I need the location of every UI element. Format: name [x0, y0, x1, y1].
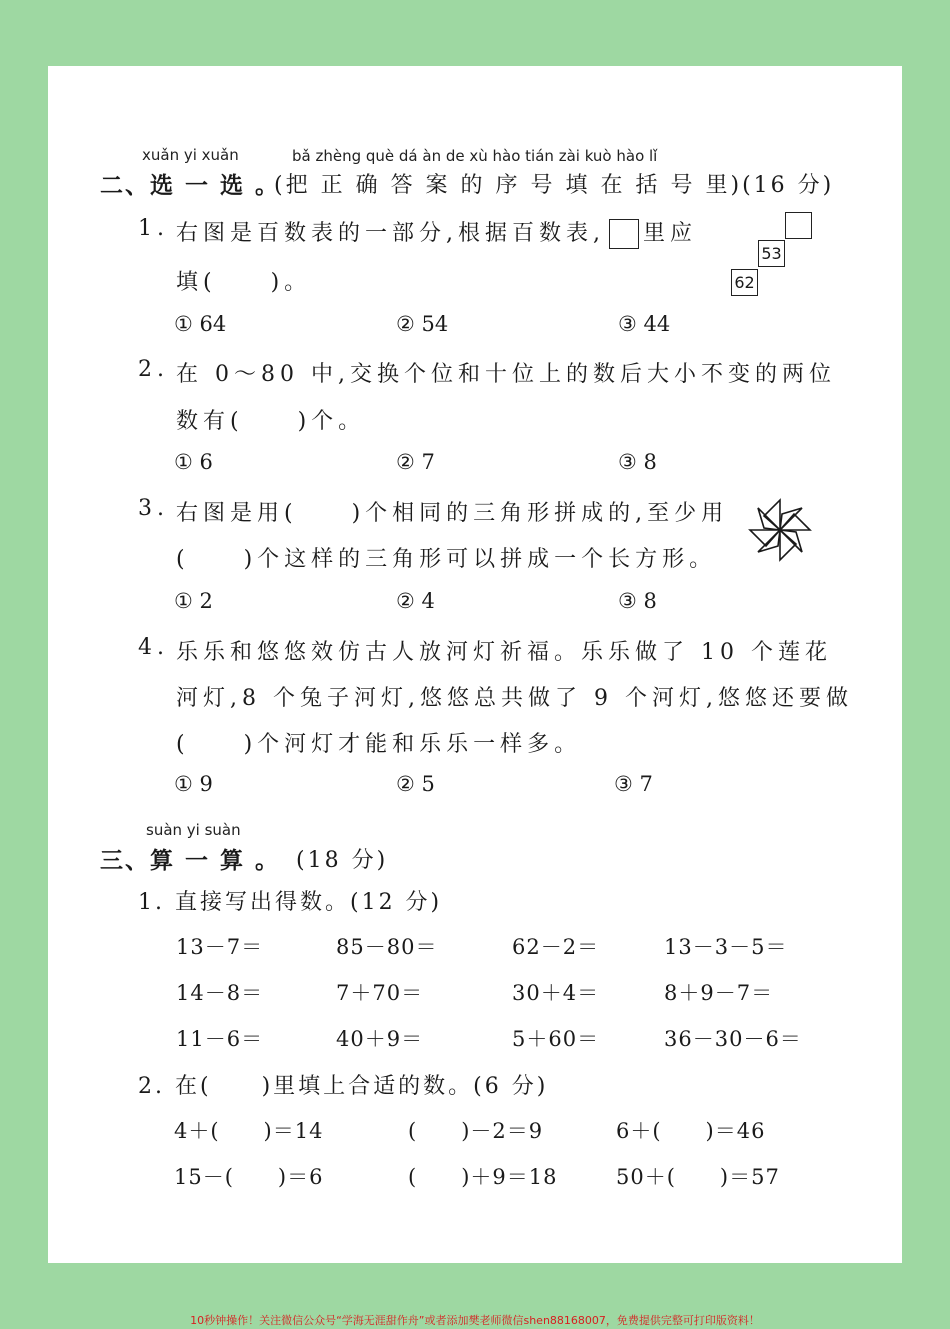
question-4-line2: 河灯,8 个兔子河灯,悠悠总共做了 9 个河灯,悠悠还要做	[176, 686, 853, 711]
calc-r2-c4: 8＋9－7＝	[664, 981, 774, 1005]
q1-option-2: ② 54	[396, 312, 449, 336]
footer-promo-text: 10秒钟操作！关注微信公众号“学海无涯甜作舟”或者添加樊老师微信shen88168007，免费提供完整可打印版资料！	[190, 1314, 760, 1327]
calc-r3-c1: 11－6＝	[176, 1027, 264, 1051]
calc-r3-c2: 40＋9＝	[336, 1027, 424, 1051]
question-1-text-b: 里应	[643, 221, 698, 246]
section2-note-pinyin: bǎ zhèng què dá àn de xù hào tián zài kuò hào lǐ	[292, 147, 658, 165]
section2-title-pinyin: xuǎn yi xuǎn	[142, 146, 239, 164]
q2-option-1: ① 6	[174, 450, 213, 474]
calc-r1-c4: 13－3－5＝	[664, 935, 788, 959]
calc-r1-c1: 13－7＝	[176, 935, 264, 959]
calc-r1-c2: 85－80＝	[336, 935, 438, 959]
q3-option-1: ① 2	[174, 589, 213, 613]
fill-r1-c3: 6＋( )＝46	[616, 1119, 766, 1143]
q1-option-1: ① 64	[174, 312, 227, 336]
question-3-number: 3.	[138, 496, 169, 521]
q2-option-2: ② 7	[396, 450, 435, 474]
section3-title-pinyin: suàn yi suàn	[146, 821, 241, 839]
fill-r1-c1: 4＋( )＝14	[174, 1119, 324, 1143]
question-1-line2: 填( )。	[176, 270, 312, 295]
fill-r2-c2: ( )＋9＝18	[408, 1165, 558, 1189]
question-4-line1: 乐乐和悠悠效仿古人放河灯祈福。乐乐做了 10 个莲花	[176, 640, 832, 665]
question-2-line1: 在 0～80 中,交换个位和十位上的数后大小不变的两位	[176, 362, 836, 387]
fill-r1-c2: ( )－2＝9	[408, 1119, 544, 1143]
answer-box-icon	[609, 219, 639, 249]
calc-r2-c2: 7＋70＝	[336, 981, 424, 1005]
section3-title: 三、算 一 算 。	[100, 847, 281, 874]
section3-note: (18 分)	[296, 848, 389, 873]
question-2-number: 2.	[138, 357, 169, 382]
question-1-text-a: 右图是百数表的一部分,根据百数表,	[176, 221, 605, 246]
question-4-line3: ( )个河灯才能和乐乐一样多。	[176, 732, 582, 757]
question-1-text	[176, 216, 697, 249]
section2-title: 二、选 一 选 。	[100, 172, 281, 199]
calc-r1-c3: 62－2＝	[512, 935, 600, 959]
q4-option-3: ③ 7	[614, 772, 653, 796]
fill-r2-c3: 50＋( )＝57	[616, 1165, 780, 1189]
q4-option-1: ① 9	[174, 772, 213, 796]
question-1-number: 1.	[138, 216, 169, 241]
question-2-line2: 数有( )个。	[176, 409, 366, 434]
calc-r2-c3: 30＋4＝	[512, 981, 600, 1005]
q4-option-2: ② 5	[396, 772, 435, 796]
calc-q1-title: 1. 直接写出得数。(12 分)	[138, 890, 443, 915]
section2-note: (把 正 确 答 案 的 序 号 填 在 括 号 里)(16 分)	[274, 173, 835, 198]
calc-r2-c1: 14－8＝	[176, 981, 264, 1005]
q1-option-3: ③ 44	[618, 312, 671, 336]
question-3-line2: ( )个这样的三角形可以拼成一个长方形。	[176, 547, 717, 572]
calc-r3-c4: 36－30－6＝	[664, 1027, 802, 1051]
q3-option-3: ③ 8	[618, 589, 657, 613]
hundred-chart-blank-cell	[785, 212, 812, 239]
q3-option-2: ② 4	[396, 589, 435, 613]
hundred-chart-cell-53: 53	[758, 240, 785, 267]
calc-r3-c3: 5＋60＝	[512, 1027, 600, 1051]
fill-r2-c1: 15－( )＝6	[174, 1165, 324, 1189]
pinwheel-triangles-icon	[746, 496, 814, 564]
q2-option-3: ③ 8	[618, 450, 657, 474]
question-3-line1: 右图是用( )个相同的三角形拼成的,至少用	[176, 501, 729, 526]
hundred-chart-cell-62: 62	[731, 269, 758, 296]
calc-q2-title: 2. 在( )里填上合适的数。(6 分)	[138, 1074, 549, 1099]
question-4-number: 4.	[138, 635, 169, 660]
